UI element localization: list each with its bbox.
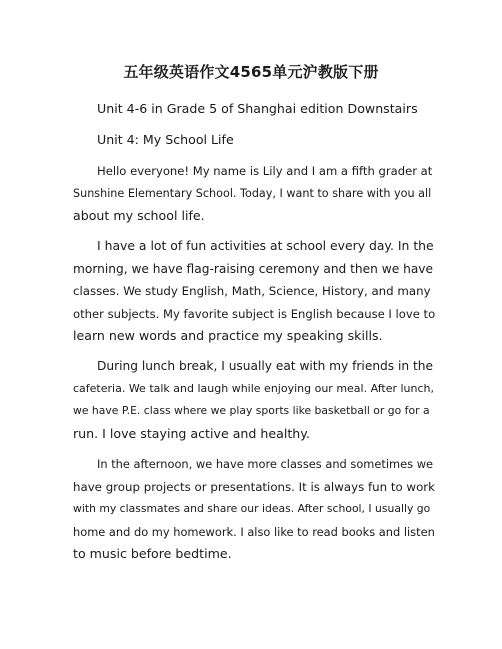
paragraph-3 [73, 355, 435, 445]
paragraph-line: In the afternoon, we have more classes and sometimes we [97, 457, 434, 471]
paragraph-line: about my school life. [73, 208, 205, 223]
subtitle-line [73, 98, 435, 121]
paragraph-line: Sunshine Elementary School. Today, I want to share with you all [73, 186, 432, 200]
paragraph-line: morning, we have flag-raising ceremony and then we have [73, 261, 434, 276]
paragraph-line: I have a lot of fun activities at school every day. In the [97, 238, 434, 253]
paragraph-line: During lunch break, I usually eat with my friends in the [97, 359, 433, 373]
paragraph-line: run. I love staying active and healthy. [73, 425, 310, 441]
unit-heading-text: Unit 4: My School Life [97, 132, 234, 147]
paragraph-line: learn new words and practice my speaking skills. [73, 328, 383, 343]
paragraph-line: have group projects or presentations. It is always fun to work [73, 479, 435, 494]
document-title: 五年级英语作文4565单元沪教版下册 [123, 63, 379, 81]
paragraph-1 [73, 160, 435, 228]
paragraph-line: with my classmates and share our ideas. After school, I usually go [73, 502, 431, 515]
subtitle-text: Unit 4-6 in Grade 5 of Shanghai edition Downstairs [97, 101, 418, 116]
paragraph-line: we have P.E. class where we play sports like basketball or go for a [73, 404, 430, 417]
paragraph-4 [73, 453, 435, 566]
paragraph-line: other subjects. My favorite subject is English because I love to [73, 306, 436, 321]
unit-heading [73, 129, 435, 152]
paragraph-line: classes. We study English, Math, Science, History, and many [73, 284, 431, 298]
paragraph-2 [73, 235, 435, 348]
paragraph-line: to music before bedtime. [73, 546, 232, 561]
paragraph-line: home and do my homework. I also like to read books and listen [73, 524, 435, 539]
paragraph-line: cafeteria. We talk and laugh while enjoying our meal. After lunch, [73, 381, 435, 395]
paragraph-line: Hello everyone! My name is Lily and I am a fifth grader at [97, 164, 433, 178]
